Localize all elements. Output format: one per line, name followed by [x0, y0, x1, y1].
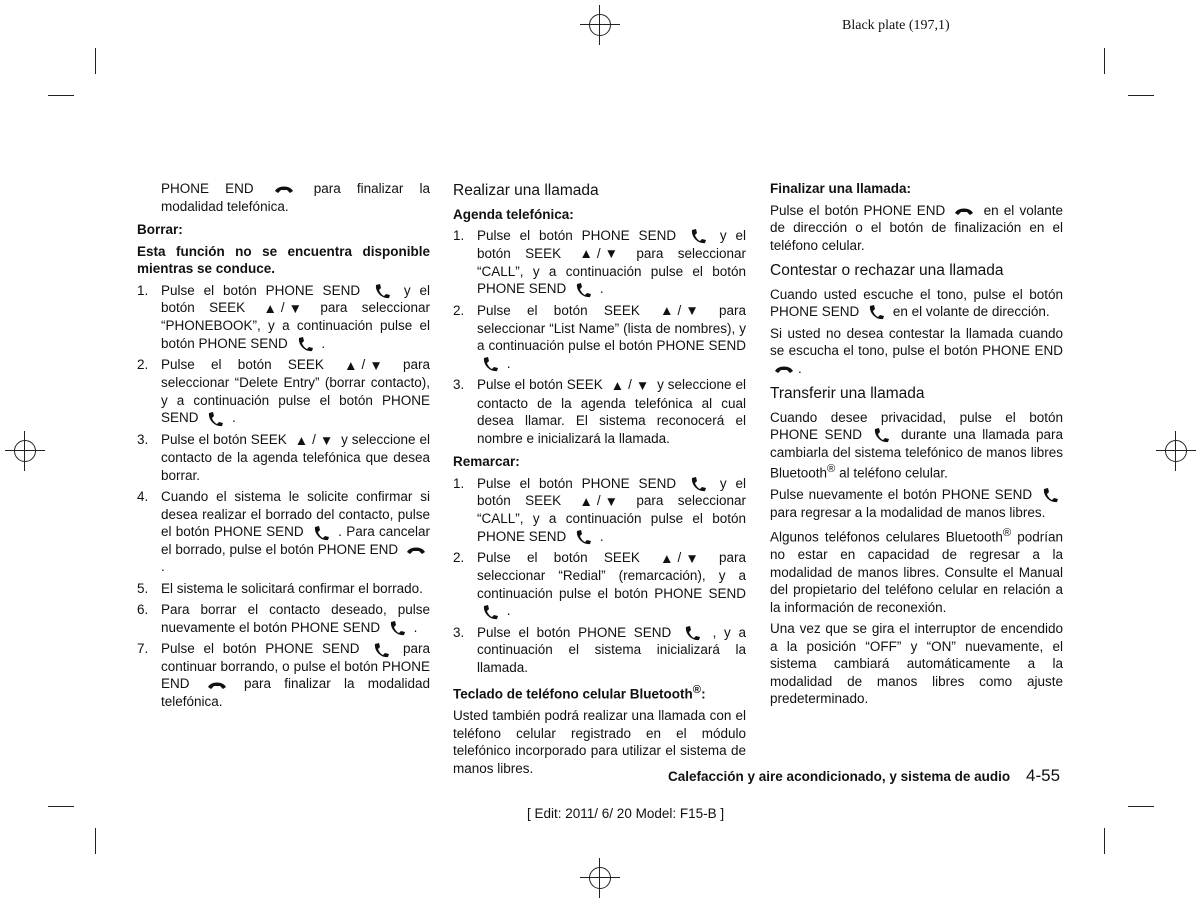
paragraph: Una vez que se gira el interruptor de encendido a la posición “OFF” y “ON” nuevamente, el sistema cambiará automáticamente a la modalidad de manos libres como ajuste predeterminado.	[770, 621, 1063, 706]
triangle-down-icon: ▼	[685, 550, 699, 566]
steps-list	[137, 282, 430, 711]
phone-send-icon	[574, 282, 592, 298]
triangle-up-icon: ▲	[263, 300, 277, 316]
trim-mark	[95, 48, 96, 74]
paragraph: Cuando usted escuche el tono, pulse el botón PHONE SEND en el volante de dirección.	[770, 286, 1063, 319]
list-item: 3. Pulse el botón PHONE SEND , y a continuación el sistema inicializará la llamada.	[453, 624, 746, 675]
phone-send-icon	[373, 283, 391, 299]
phone-end-icon	[774, 364, 794, 374]
trim-mark	[95, 828, 96, 854]
triangle-down-icon: ▼	[685, 303, 699, 319]
phone-send-icon	[206, 411, 224, 427]
registration-mark-top	[580, 5, 620, 45]
paragraph: Usted también podrá realizar una llamada con el teléfono celular registrado en el módulo telefónico incorporado para utilizar el sistema de manos libres.	[453, 708, 746, 776]
paragraph: Pulse el botón PHONE END en el volante de dirección o el botón de finalización en el teléfono celular.	[770, 202, 1063, 253]
phone-end-icon	[406, 545, 426, 555]
list-item: 4. Cuando el sistema le solicite confirmar si desea realizar el borrado del contacto, pulse el botón PHONE SEND . Para cancelar el borrado, pulse el botón PHONE END .	[137, 489, 430, 575]
paragraph: Cuando desee privacidad, pulse el botón PHONE SEND durante una llamada para cambiarla del sistema telefónico de manos libres Bluetooth® al teléfono celular.	[770, 409, 1063, 481]
triangle-down-icon: ▼	[604, 493, 618, 509]
phone-send-icon	[867, 304, 885, 320]
column-3	[770, 180, 1063, 712]
column-1	[137, 180, 430, 714]
triangle-up-icon: ▲	[579, 246, 593, 262]
trim-mark	[1128, 806, 1154, 807]
footer-section-title: Calefacción y aire acondicionado, y sistema de audio	[668, 769, 1011, 784]
triangle-down-icon: ▼	[604, 246, 618, 262]
triangle-down-icon: ▼	[319, 432, 334, 448]
registration-mark-left	[5, 431, 45, 471]
phone-send-icon	[683, 625, 701, 641]
triangle-up-icon: ▲	[610, 378, 625, 394]
registration-mark-bottom	[580, 858, 620, 898]
triangle-down-icon: ▼	[369, 357, 383, 373]
steps-list	[453, 475, 746, 677]
column-2	[453, 180, 746, 781]
phone-send-icon	[481, 356, 499, 372]
plate-label: Black plate (197,1)	[842, 18, 950, 33]
triangle-up-icon: ▲	[660, 550, 674, 566]
phone-end-icon	[954, 206, 974, 216]
phone-send-icon	[689, 476, 707, 492]
list-item: 2. Pulse el botón SEEK ▲ / ▼ para seleccionar “Redial” (remarcación), y a continuación pulse el botón PHONE SEND .	[453, 550, 746, 619]
steps-list	[453, 227, 746, 447]
list-item: 1. Pulse el botón PHONE SEND y el botón SEEK ▲ / ▼ para seleccionar “CALL”, y a continuación pulse el botón PHONE SEND .	[453, 228, 746, 297]
list-item: 2. Pulse el botón SEEK ▲ / ▼ para seleccionar “Delete Entry” (borrar contacto), y a continuación pulse el botón PHONE SEND .	[137, 357, 430, 426]
subsection-heading: Teclado de teléfono celular Bluetooth®:	[453, 684, 706, 702]
phone-end-icon	[207, 680, 227, 690]
intro-paragraph: PHONE END para finalizar la modalidad telefónica.	[161, 181, 430, 214]
section-title: Transferir una llamada	[770, 385, 925, 402]
trim-mark	[1128, 95, 1154, 96]
list-item: 1. Pulse el botón PHONE SEND y el botón SEEK ▲ / ▼ para seleccionar “CALL”, y a continuación pulse el botón PHONE SEND .	[453, 475, 746, 544]
phone-send-icon	[689, 228, 707, 244]
list-item: 6. Para borrar el contacto deseado, pulse nuevamente el botón PHONE SEND .	[137, 602, 430, 635]
paragraph: Pulse nuevamente el botón PHONE SEND para regresar a la modalidad de manos libres.	[770, 486, 1063, 521]
phone-send-icon	[574, 529, 592, 545]
phone-send-icon	[388, 620, 406, 636]
subsection-heading: Agenda telefónica:	[453, 206, 574, 222]
subsection-heading: Finalizar una llamada:	[770, 181, 912, 196]
phone-send-icon	[372, 642, 390, 658]
paragraph: Algunos teléfonos celulares Bluetooth® podrían no estar en capacidad de regresar a la modalidad de manos libres. Consulte el Manual del propietario del teléfono celular en relación a la información de reconexión.	[770, 527, 1063, 615]
trim-mark	[48, 806, 74, 807]
list-item: 3. Pulse el botón SEEK ▲ / ▼ y seleccione el contacto de la agenda telefónica que desea borrar.	[137, 431, 430, 483]
phone-send-icon	[312, 525, 330, 541]
phone-send-icon	[481, 604, 499, 620]
paragraph: Si usted no desea contestar la llamada cuando se escucha el tono, pulse el botón PHONE END .	[770, 325, 1063, 376]
triangle-up-icon: ▲	[660, 303, 674, 319]
triangle-down-icon: ▼	[288, 300, 302, 316]
trim-mark	[1104, 828, 1105, 854]
section-title: Contestar o rechazar una llamada	[770, 262, 1004, 279]
phone-send-icon	[872, 427, 890, 443]
phone-send-icon	[1041, 487, 1059, 503]
list-item: 2. Pulse el botón SEEK ▲ / ▼ para seleccionar “List Name” (lista de nombres), y a continuación pulse el botón PHONE SEND .	[453, 302, 746, 371]
triangle-down-icon: ▼	[635, 378, 650, 394]
edit-info: [ Edit: 2011/ 6/ 20 Model: F15-B ]	[527, 806, 725, 821]
section-heading: Borrar:	[137, 222, 183, 237]
list-item: 1. Pulse el botón PHONE SEND y el botón SEEK ▲ / ▼ para seleccionar “PHONEBOOK”, y a continuación pulse el botón PHONE SEND .	[137, 282, 430, 351]
trim-mark	[1104, 48, 1105, 74]
list-item: 7. Pulse el botón PHONE SEND para continuar borrando, o pulse el botón PHONE END para finalizar la modalidad telefónica.	[137, 641, 430, 709]
phone-send-icon	[296, 336, 314, 352]
trim-mark	[48, 95, 74, 96]
section-title: Realizar una llamada	[453, 182, 599, 199]
list-item: 5. El sistema le solicitará confirmar el borrado.	[137, 580, 423, 596]
phone-end-icon	[274, 184, 294, 194]
subsection-heading: Remarcar:	[453, 454, 520, 470]
registration-mark-right	[1156, 431, 1196, 471]
triangle-up-icon: ▲	[294, 432, 309, 448]
list-item: 3. Pulse el botón SEEK ▲ / ▼ y seleccione el contacto de la agenda telefónica al cual desea llamar. El sistema reconocerá el nombre e inicializará la llamada.	[453, 377, 746, 446]
triangle-up-icon: ▲	[344, 357, 358, 373]
warning-text: Esta función no se encuentra disponible mientras se conduce.	[137, 243, 430, 276]
page-number: 4-55	[1026, 766, 1061, 785]
triangle-up-icon: ▲	[579, 493, 593, 509]
